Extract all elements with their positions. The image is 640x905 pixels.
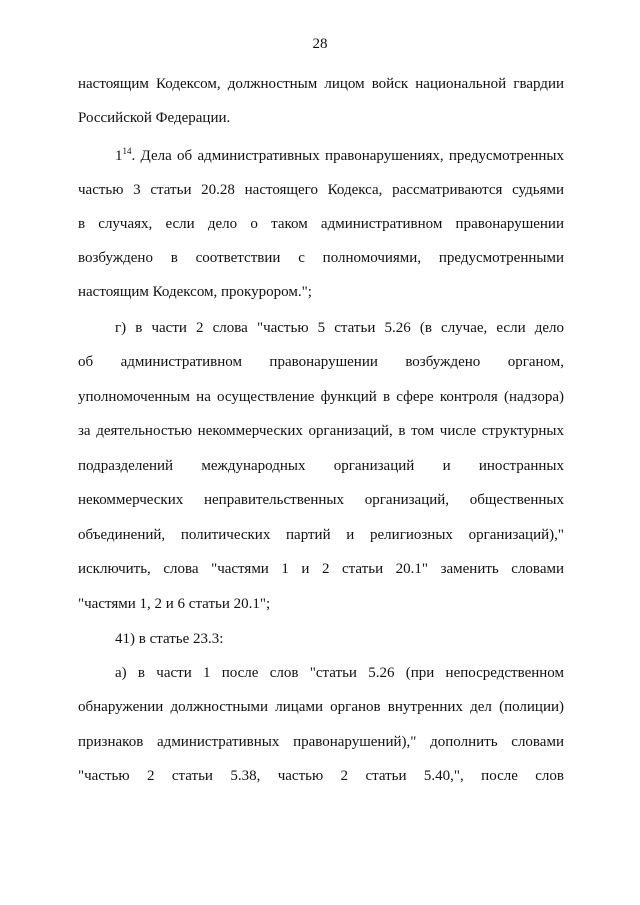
- text-line: [115, 146, 564, 166]
- text-line-content: . Дела об административных правонарушениях, предусмотренных: [131, 148, 564, 164]
- text-line: некоммерческих неправительственных организаций, общественных: [78, 492, 564, 508]
- text-line: за деятельностью некоммерческих организаций, в том числе структурных: [78, 423, 564, 439]
- text-line: признаков административных правонарушений)," дополнить словами: [78, 734, 564, 750]
- text-line: об административном правонарушении возбуждено органом,: [78, 354, 564, 370]
- text-line: "частями 1, 2 и 6 статьи 20.1";: [78, 596, 271, 612]
- text-line: объединений, политических партий и религиозных организаций),": [78, 527, 564, 543]
- text-line: возбуждено в соответствии с полномочиями, предусмотренными: [78, 250, 564, 266]
- text-line: настоящим Кодексом, прокурором.";: [78, 284, 312, 300]
- page-number: 28: [312, 36, 328, 52]
- text-line: настоящим Кодексом, должностным лицом войск национальной гвардии: [78, 76, 564, 92]
- text-line: обнаружении должностными лицами органов внутренних дел (полиции): [78, 699, 564, 715]
- text-line: исключить, слова "частями 1 и 2 статьи 20.1" заменить словами: [78, 561, 564, 577]
- text-line: Российской Федерации.: [78, 110, 231, 126]
- text-line: "частью 2 статьи 5.38, частью 2 статьи 5.40,", после слов: [78, 768, 564, 784]
- text-line: в случаях, если дело о таком административном правонарушении: [78, 216, 564, 232]
- text-line: а) в части 1 после слов "статьи 5.26 (при непосредственном: [115, 665, 564, 681]
- text-line: подразделений международных организаций и иностранных: [78, 458, 564, 474]
- text-line: частью 3 статьи 20.28 настоящего Кодекса, рассматриваются судьями: [78, 182, 564, 198]
- paragraph-number: 1: [115, 148, 123, 164]
- text-line: г) в части 2 слова "частью 5 статьи 5.26 (в случае, если дело: [115, 320, 564, 336]
- text-line: 41) в статье 23.3:: [115, 631, 224, 647]
- text-line: уполномоченным на осуществление функций в сфере контроля (надзора): [78, 389, 564, 405]
- paragraph-superscript: 14: [122, 146, 132, 156]
